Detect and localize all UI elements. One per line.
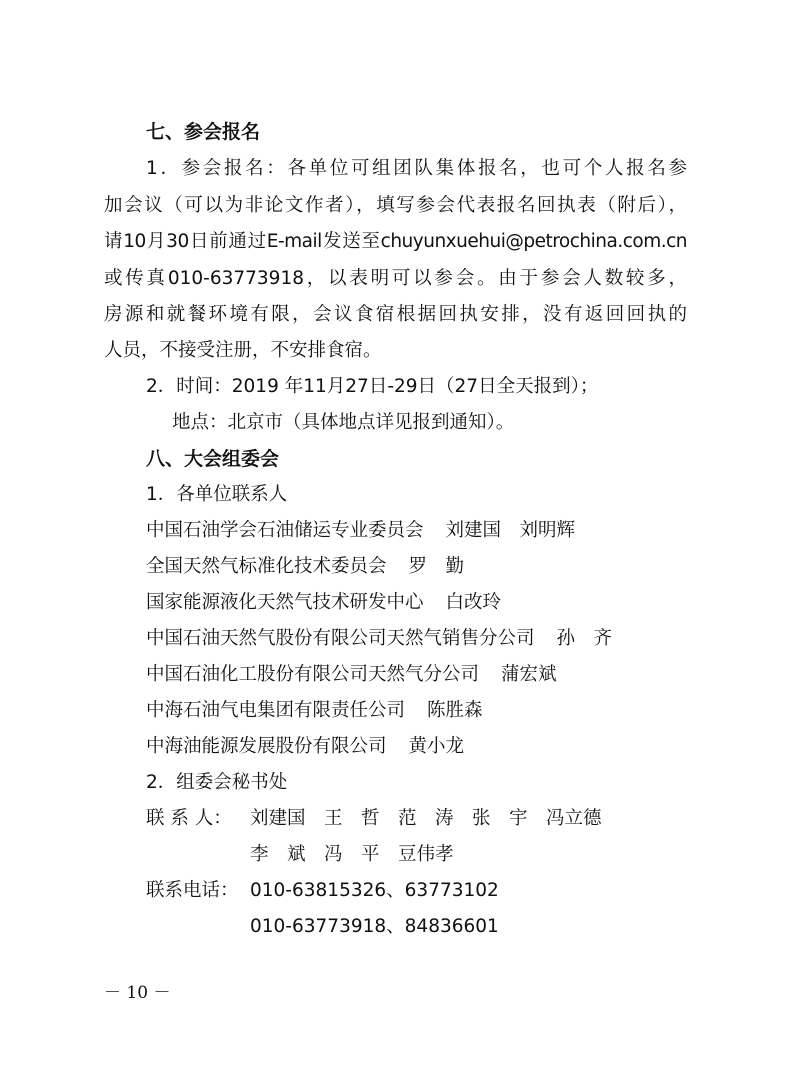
liaison-line-2: 李 斌 冯 平 豆伟孝 — [250, 844, 454, 865]
phone-line-2: 010-63773918、84836601 — [250, 916, 499, 937]
contact-people: 蒲宏斌 — [501, 664, 557, 685]
contacts-title: 1．各单位联系人 — [146, 484, 288, 505]
contact-org: 全国天然气标准化技术委员会 — [146, 556, 387, 577]
time-line: 2．时间：2019 年11月27日-29日（27日全天报到）； — [146, 376, 599, 397]
contact-row — [146, 585, 501, 621]
contact-row — [146, 729, 464, 765]
para-1-line-6: 人员，不接受注册，不安排食宿。 — [104, 340, 382, 361]
section-8-heading: 八、大会组委会 — [146, 448, 280, 470]
section-7-heading: 七、参会报名 — [146, 121, 261, 143]
contact-row — [146, 513, 575, 549]
contact-org: 中国石油学会石油储运专业委员会 — [146, 520, 424, 541]
phone-label: 联系电话： — [146, 880, 239, 901]
contact-org: 国家能源液化天然气技术研发中心 — [146, 592, 424, 613]
para-1-line-5: 房源和就餐环境有限，会议食宿根据回执安排，没有返回回执的 — [104, 304, 687, 325]
contact-people: 罗 勤 — [408, 556, 465, 577]
contact-org: 中海油能源发展股份有限公司 — [146, 736, 387, 757]
contact-row — [146, 621, 612, 657]
contact-row — [146, 549, 464, 585]
place-line: 地点：北京市（具体地点详见报到通知）。 — [172, 412, 515, 433]
contact-people: 陈胜森 — [427, 700, 483, 721]
liaison-label: 联 系 人： — [146, 808, 232, 829]
contact-row — [146, 693, 483, 729]
contact-people: 刘建国 刘明辉 — [445, 520, 576, 541]
secretariat-title: 2．组委会秘书处 — [146, 772, 288, 793]
page-number: － 10 － — [104, 983, 171, 1003]
liaison-line-1: 刘建国 王 哲 范 涛 张 宇 冯立德 — [250, 808, 602, 829]
contact-org: 中海石油气电集团有限责任公司 — [146, 700, 406, 721]
phone-line-1: 010-63815326、63773102 — [250, 880, 499, 901]
contact-people: 黄小龙 — [408, 736, 465, 757]
contact-people: 孙 齐 — [556, 628, 613, 649]
para-1-line-3: 请10月30日前通过E-mail发送至chuyunxuehui@petrochina.com.cn — [104, 231, 687, 252]
contact-row — [146, 657, 557, 693]
para-1-line-4: 或传真010-63773918，以表明可以参会。由于参会人数较多， — [104, 268, 687, 289]
para-1-line-1: 1．参会报名：各单位可组团队集体报名，也可个人报名参 — [146, 158, 687, 179]
para-1-line-2: 加会议（可以为非论文作者），填写参会代表报名回执表（附后）， — [104, 195, 687, 216]
contact-org: 中国石油化工股份有限公司天然气分公司 — [146, 664, 480, 685]
contact-org: 中国石油天然气股份有限公司天然气销售分公司 — [146, 628, 535, 649]
contact-people: 白改玲 — [445, 592, 502, 613]
